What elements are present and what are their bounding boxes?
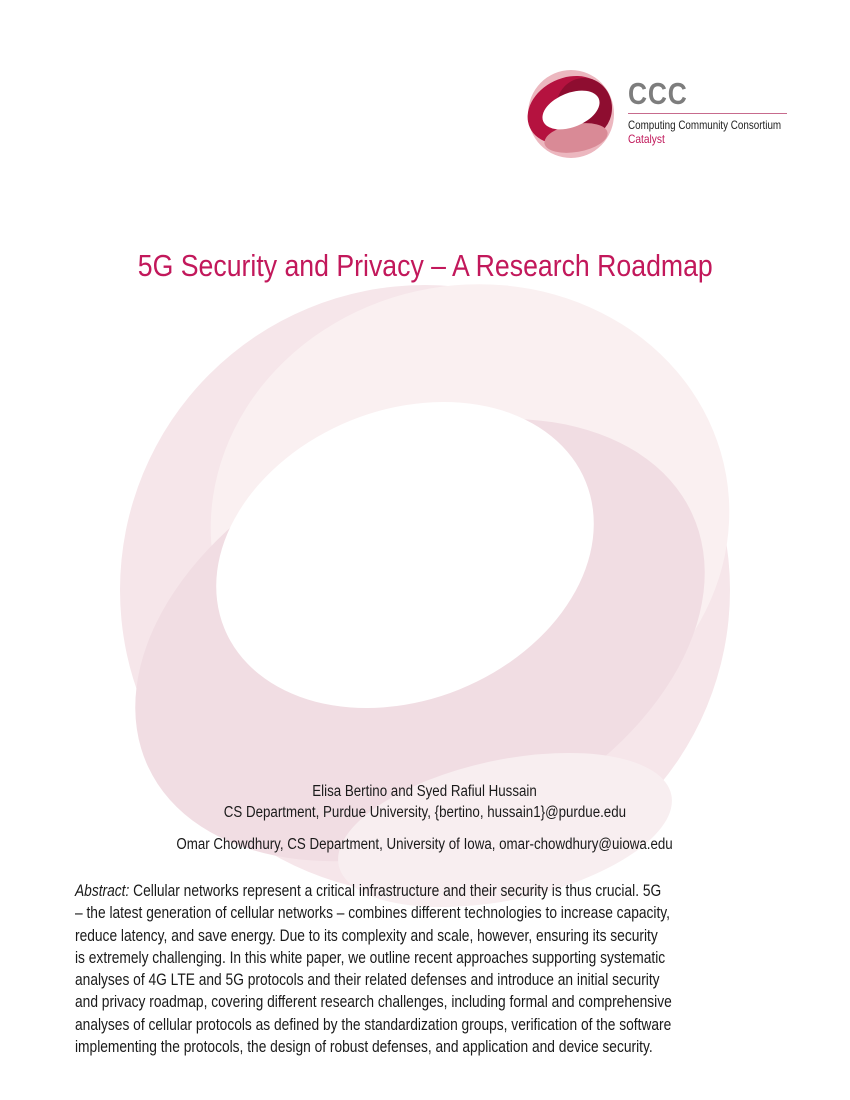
document-title [0,248,850,284]
author-names [0,783,850,801]
author-line: Omar Chowdhury, CS Department, University of Iowa, omar-chowdhury@uiowa.edu [176,836,674,853]
abstract-line: analyses of cellular protocols as defined by the standardization groups, verification of the software [75,1014,672,1034]
abstract-line: analyses of 4G LTE and 5G protocols and their related defenses and introduce an initial security [75,970,660,990]
abstract-line: is extremely challenging. In this white paper, we outline recent approaches supporting systematic [75,947,666,967]
abstract-line: reduce latency, and save energy. Due to its complexity and scale, however, ensuring its security [75,925,658,945]
abstract-line: – the latest generation of cellular networks – combines different technologies to increase capacity, [75,903,671,923]
ccc-logo-icon [526,68,616,160]
logo-subtitle: Catalyst [628,132,665,146]
abstract-line: and privacy roadmap, covering different research challenges, including formal and comprehensive [75,992,672,1012]
author-line: Elisa Bertino and Syed Rafiul Hussain [312,783,538,800]
logo-acronym: CCC [628,76,688,111]
author-affiliation-2 [0,836,850,854]
abstract [75,880,812,1058]
title-text: 5G Security and Privacy – A Research Roadmap [137,248,713,283]
abstract-line: implementing the protocols, the design of robust defenses, and application and device security. [75,1037,653,1057]
abstract-text: Cellular networks represent a critical infrastructure and their security is thus crucial. 5G [129,881,662,900]
logo-organization: Computing Community Consortium [628,118,782,132]
author-affiliation [0,804,850,822]
author-line: CS Department, Purdue University, {bertino, hussain1}@purdue.edu [223,804,627,821]
logo-divider [628,113,787,114]
abstract-label: Abstract: [75,881,130,900]
abstract-line [75,880,672,902]
